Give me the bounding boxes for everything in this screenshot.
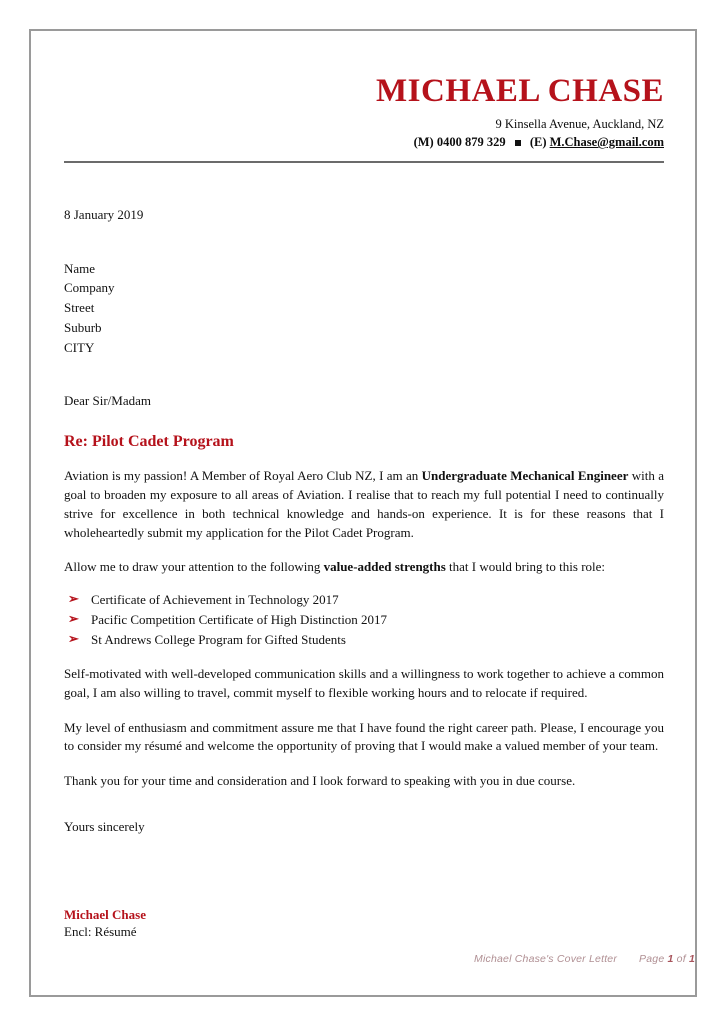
list-item-label: St Andrews College Program for Gifted Students (91, 631, 346, 647)
subject-line: Re: Pilot Cadet Program (64, 433, 234, 451)
footer-page-prefix: Page (639, 953, 668, 965)
recipient-street: Street (64, 300, 95, 316)
list-item (64, 590, 664, 610)
body-paragraph-1 (64, 467, 664, 542)
para2-emphasis: value-added strengths (323, 559, 446, 575)
para1-part2: with a goal to broaden my exposure to all areas of Aviation. I realise that to reach my full potential I need to continually strive for excellence in both technical knowledge and hands-on experience. It is for these reasons that I wholeheartedly submit my application for the Pilot Cadet Program. (64, 468, 664, 540)
para1-part1: Aviation is my passion! A Member of Royal Aero Club NZ, I am an (64, 468, 422, 484)
strengths-list (64, 590, 664, 649)
recipient-city: CITY (64, 339, 95, 355)
contact-line (64, 134, 664, 152)
recipient-name: Name (64, 260, 96, 276)
footer-page-number (639, 953, 695, 965)
body-paragraph-4: My level of enthusiasm and commitment assure me that I have found the right career path. Please, I encourage you to consider my résumé and welcome the opportunity of proving that I would make a valued member of your team. (64, 719, 664, 754)
page-footer (31, 953, 695, 965)
mobile-label: (M) (413, 135, 434, 150)
arrow-bullet-icon: ➢ (68, 630, 79, 646)
footer-page-current: 1 (667, 953, 674, 965)
footer-page-middle: of (673, 953, 689, 965)
para2-part2: that I would bring to this role: (445, 559, 606, 575)
contact-block (64, 116, 664, 151)
arrow-bullet-icon: ➢ (68, 591, 79, 607)
para1-emphasis: Undergraduate Mechanical Engineer (421, 468, 629, 484)
letterhead (64, 31, 664, 163)
body-paragraph-3: Self-motivated with well-developed communication skills and a willingness to work together to achieve a common goal, I am also willing to travel, commit myself to flexible working hours and to relocate if required. (64, 666, 664, 700)
mobile-number: 0400 879 329 (436, 135, 506, 150)
postal-address: 9 Kinsella Avenue, Auckland, NZ (495, 117, 664, 132)
list-item (64, 630, 664, 650)
list-item (64, 610, 664, 630)
footer-document-title: Michael Chase's Cover Letter (474, 953, 618, 965)
header-divider (64, 161, 664, 163)
separator-square-icon (515, 140, 521, 146)
letter-date: 8 January 2019 (64, 206, 144, 222)
para2-part1: Allow me to draw your attention to the following (64, 559, 324, 575)
footer-page-total: 1 (688, 953, 695, 965)
email-label: (E) (529, 135, 547, 150)
recipient-address-block (64, 259, 664, 358)
signature-name: Michael Chase (64, 906, 146, 922)
list-item-label: Pacific Competition Certificate of High Distinction 2017 (91, 611, 388, 627)
page-content (64, 31, 664, 995)
email-link[interactable]: M.Chase@gmail.com (549, 135, 664, 150)
page-title: MICHAEL CHASE (376, 73, 664, 109)
enclosure-note: Encl: Résumé (64, 923, 137, 939)
closing-salutation: Yours sincerely (64, 818, 145, 834)
recipient-company: Company (64, 280, 115, 296)
salutation: Dear Sir/Madam (64, 393, 152, 409)
body-paragraph-2 (64, 558, 664, 577)
recipient-suburb: Suburb (64, 319, 102, 335)
list-item-label: Certificate of Achievement in Technology 2017 (91, 592, 339, 608)
arrow-bullet-icon: ➢ (68, 610, 79, 626)
body-paragraph-5: Thank you for your time and consideration and I look forward to speaking with you in due course. (64, 773, 576, 789)
document-page (29, 29, 697, 997)
